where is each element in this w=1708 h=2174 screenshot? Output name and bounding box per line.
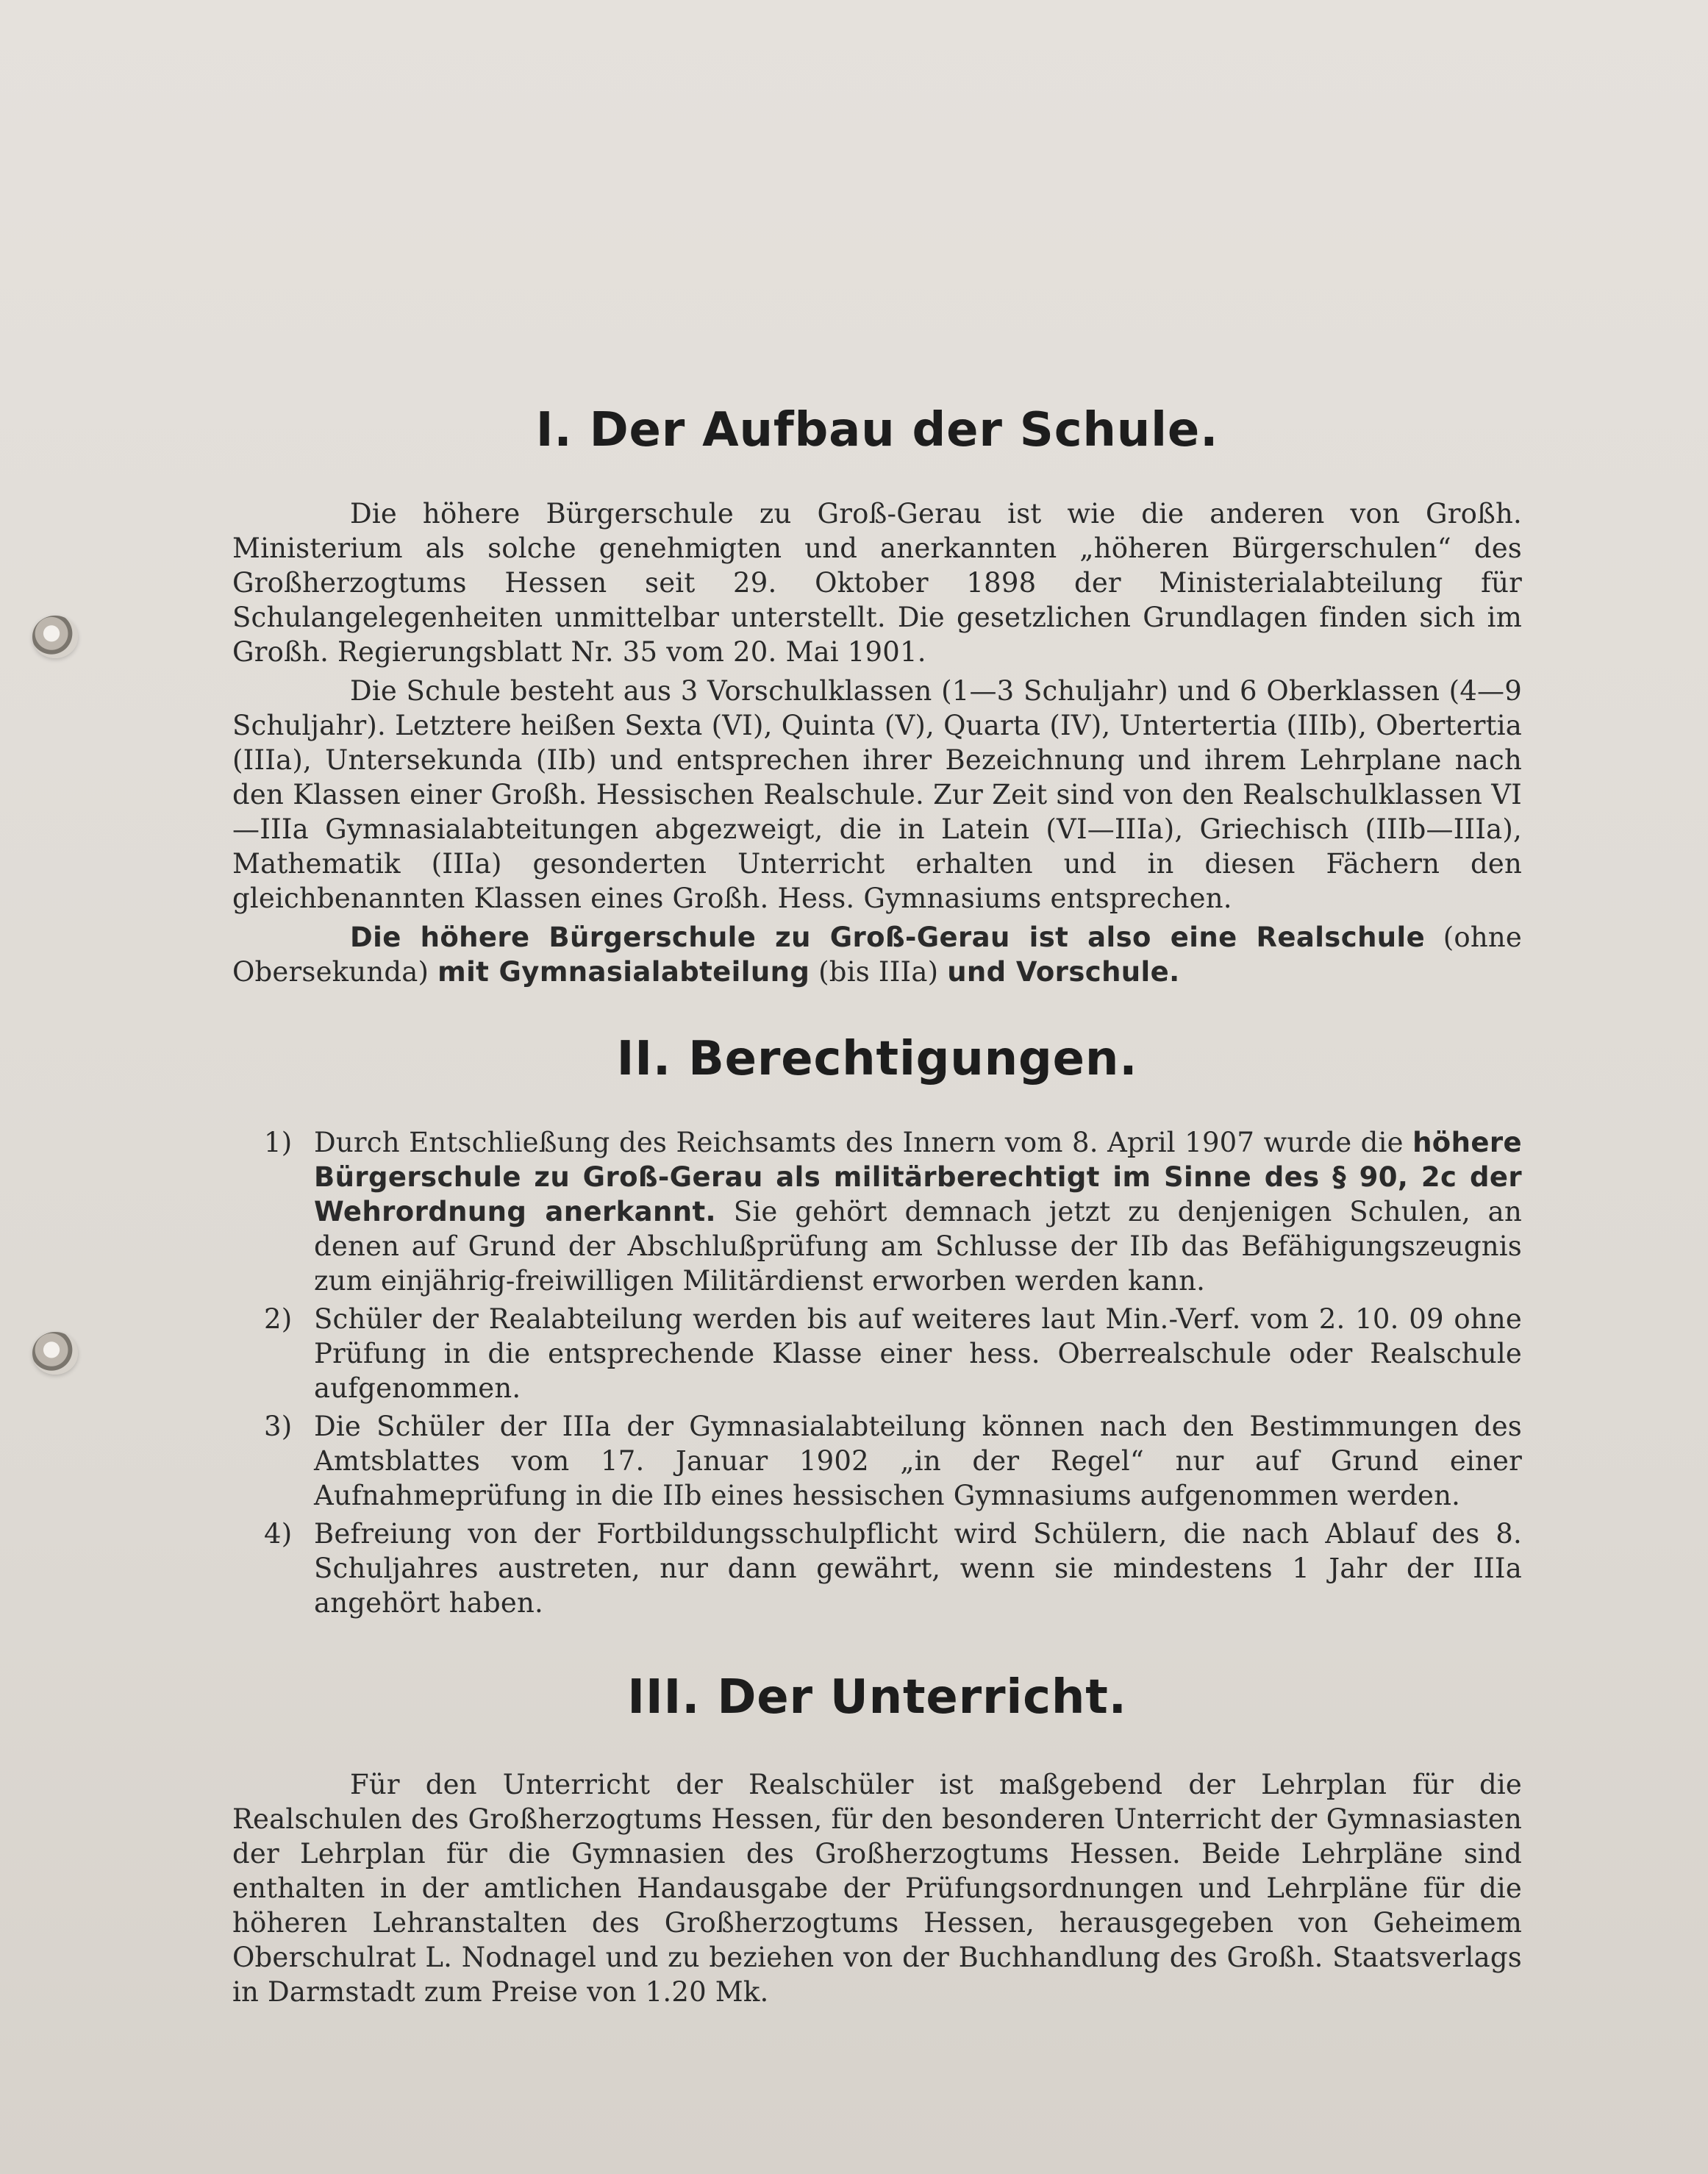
- list-item-4: [264, 1517, 1522, 1620]
- summary-plain-2: (bis IIIa): [818, 956, 939, 988]
- summary-bold-1: Die höhere Bürgerschule zu Groß-Gerau ist also eine Realschule: [350, 922, 1426, 953]
- list-item-1: [264, 1125, 1522, 1298]
- summary-plain-1: (ohne Obersekunda): [232, 922, 1523, 988]
- list-item-3: [264, 1409, 1522, 1513]
- summary-bold-3: und Vorschule.: [947, 956, 1180, 988]
- paragraph-aufbau-summary: [232, 920, 1522, 989]
- section-heading-berechtigungen: II. Berechtigungen.: [616, 1032, 1138, 1086]
- list-number-4: 4): [264, 1518, 293, 1550]
- berechtigungen-list: [264, 1125, 1522, 1620]
- list-number-1: 1): [264, 1127, 293, 1158]
- list-item-1-text-2: Sie gehört demnach jetzt zu denjenigen Schulen, an denen auf Grund der Abschlußprüfung am Schlusse der IIb das Befähigungszeugnis zum einjährig-freiwilligen Militärdienst erworben werden kann.: [314, 1196, 1522, 1297]
- list-item-2: [264, 1302, 1522, 1405]
- document-content: [232, 401, 1522, 2014]
- summary-bold-2: mit Gymnasialabteilung: [437, 956, 810, 988]
- paragraph-aufbau-2: Die Schule besteht aus 3 Vorschulklassen (1—3 Schuljahr) und 6 Oberklassen (4—9 Schuljahr). Letztere heißen Sexta (VI), Quinta (V), Quarta (IV), Untertertia (IIIb), Obertertia (IIIa), Untersekunda (IIb) und entsprechen ihrer Bezeichnung und ihrem Lehrplane nach den Klassen einer Großh. Hessischen Realschule. Zur Zeit sind von den Realschulklassen VI—IIIa Gymnasialabteitungen abgezweigt, die in Latein (VI—IIIa), Griechisch (IIIb—IIIa), Mathematik (IIIa) gesonderten Unterricht erhalten und in diesen Fächern den gleichbenannten Klassen eines Großh. Hess. Gymnasiums entsprechen.: [232, 675, 1522, 914]
- paragraph-unterricht: Für den Unterricht der Realschüler ist maßgebend der Lehrplan für die Realschulen des Großherzogtums Hessen, für den besonderen Unterricht der Gymnasiasten der Lehrplan für die Gymnasien des Großherzogtums Hessen. Beide Lehrpläne sind enthalten in der amtlichen Handausgabe der Prüfungsordnungen und Lehrpläne für die höheren Lehranstalten des Großherzogtums Hessen, herausgegeben von Geheimem Oberschulrat L. Nodnagel und zu beziehen von der Buchhandlung des Großh. Staatsverlags in Darmstadt zum Preise von 1.20 Mk.: [232, 1769, 1522, 2008]
- list-number-2: 2): [264, 1303, 293, 1335]
- list-item-4-text: Befreiung von der Fortbildungsschulpflicht wird Schülern, die nach Ablauf des 8. Schuljahres austreten, nur dann gewährt, wenn sie mindestens 1 Jahr der IIIa angehört haben.: [314, 1518, 1522, 1619]
- list-item-2-text: Schüler der Realabteilung werden bis auf weiteres laut Min.-Verf. vom 2. 10. 09 ohne Prüfung in die entsprechende Klasse einer hess. Oberrealschule oder Realschule aufgenommen.: [314, 1303, 1522, 1404]
- list-item-3-text: Die Schüler der IIIa der Gymnasialabteilung können nach den Bestimmungen des Amtsblattes vom 17. Januar 1902 „in der Regel“ nur auf Grund einer Aufnahmeprüfung in die IIb eines hessischen Gymnasiums aufgenommen werden.: [314, 1411, 1522, 1511]
- list-number-3: 3): [264, 1411, 293, 1442]
- punch-hole-top: [32, 616, 78, 658]
- paragraph-aufbau-1: Die höhere Bürgerschule zu Groß-Gerau ist wie die anderen von Großh. Ministerium als solche genehmigten und anerkannten „höheren Bürgerschulen“ des Großherzogtums Hessen seit 29. Oktober 1898 der Ministerialabteilung für Schulangelegenheiten unmittelbar unterstellt. Die gesetzlichen Grundlagen finden sich im Großh. Regierungsblatt Nr. 35 vom 20. Mai 1901.: [232, 498, 1522, 668]
- list-item-1-text-1: Durch Entschließung des Reichsamts des Innern vom 8. April 1907 wurde die: [314, 1127, 1404, 1158]
- section-heading-aufbau: I. Der Aufbau der Schule.: [535, 403, 1219, 457]
- list-item-1-bold: höhere Bürgerschule zu Groß-Gerau als militärberechtigt im Sinne des § 90, 2c der Wehrordnung anerkannt.: [314, 1127, 1522, 1227]
- punch-hole-bottom: [32, 1332, 78, 1375]
- section-heading-unterricht: III. Der Unterricht.: [627, 1670, 1127, 1725]
